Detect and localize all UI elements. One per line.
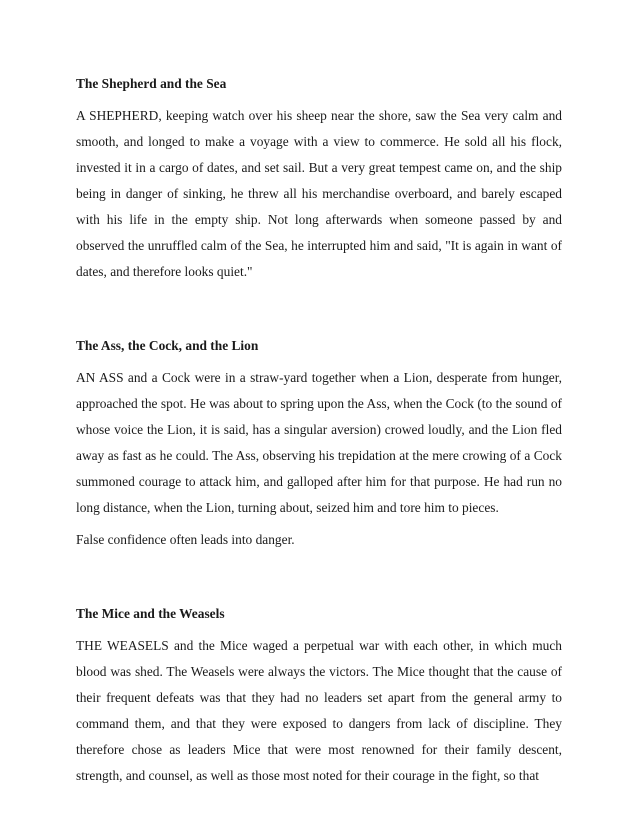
fable-paragraph: THE WEASELS and the Mice waged a perpetual war with each other, in which much blood was shed. The Weasels were always the victors. The Mice thought that the cause of their frequent defeats was that they had no leaders set apart from the general army to command them, and that they were exposed to dangers from lack of discipline. They therefore chose as leaders Mice that were most renowned for their family descent, strength, and counsel, as well as those most noted for their courage in the fight, so that	[76, 638, 562, 783]
fable-title: The Ass, the Cock, and the Lion	[76, 338, 259, 353]
fable-mice-and-weasels	[76, 601, 562, 789]
fable-moral: False confidence often leads into danger.	[76, 532, 295, 547]
document-page	[76, 71, 562, 789]
fable-title: The Shepherd and the Sea	[76, 76, 227, 91]
fable-title: The Mice and the Weasels	[76, 606, 225, 621]
fable-ass-cock-lion	[76, 333, 562, 553]
fable-paragraph: A SHEPHERD, keeping watch over his sheep near the shore, saw the Sea very calm and smooth, and longed to make a voyage with a view to commerce. He sold all his flock, invested it in a cargo of dates, and set sail. But a very great tempest came on, and the ship being in danger of sinking, he threw all his merchandise overboard, and barely escaped with his life in the empty ship. Not long afterwards when someone passed by and observed the unruffled calm of the Sea, he interrupted him and said, "It is again in want of dates, and therefore looks quiet."	[76, 108, 562, 279]
fable-shepherd-and-sea	[76, 71, 562, 285]
fable-paragraph: AN ASS and a Cock were in a straw-yard together when a Lion, desperate from hunger, approached the spot. He was about to spring upon the Ass, when the Cock (to the sound of whose voice the Lion, it is said, has a singular aversion) crowed loudly, and the Lion fled away as fast as he could. The Ass, observing his trepidation at the mere crowing of a Cock summoned courage to attack him, and galloped after him for that purpose. He had run no long distance, when the Lion, turning about, seized him and tore him to pieces.	[76, 370, 562, 515]
